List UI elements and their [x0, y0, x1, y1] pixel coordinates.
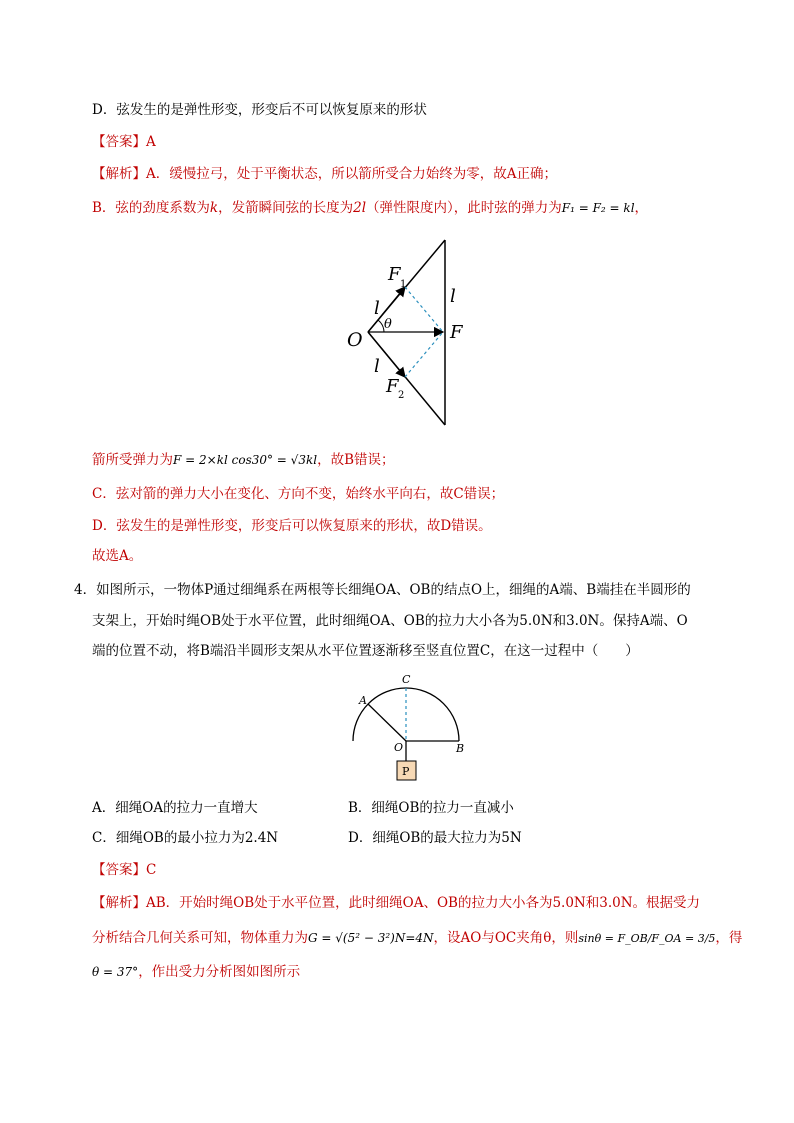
analysis-line2-end: ，得 [715, 930, 743, 946]
q3-analysis-b-line [92, 198, 648, 218]
label-f2-sub: 2 [398, 390, 405, 401]
q4-stem-line3: 端的位置不动，将B端沿半圆形支架从水平位置逐渐移至竖直位置C，在这一过程中（ ） [92, 643, 639, 659]
analysis-b-pre: B．弦的劲度系数为 [92, 200, 210, 216]
label-l-right: l [450, 286, 456, 307]
label-c: C [402, 673, 411, 686]
q3-conclusion: 故选A。 [92, 548, 143, 564]
theta-value: θ = 37° [92, 965, 139, 979]
label-f: F [450, 322, 463, 343]
analysis-b-end: ， [634, 200, 649, 216]
label-theta: θ [384, 317, 392, 332]
force-post: ，故B错误； [317, 452, 395, 468]
q3-option-d: D．弦发生的是弹性形变，形变后不可以恢复原来的形状 [92, 102, 427, 118]
q3-analysis-d: D．弦发生的是弹性形变，形变后可以恢复原来的形状，故D错误。 [92, 518, 492, 534]
rope-oa [368, 704, 406, 741]
dashed-upper [405, 287, 443, 332]
q4-option-b: B．细绳OB的拉力一直减小 [348, 800, 514, 816]
q4-stem-line1: 4．如图所示，一物体P通过细绳系在两根等长细绳OA、OB的结点O上，细绳的A端、B端挂在半圆形的 [74, 582, 691, 598]
analysis-b-2l: 2l [353, 200, 367, 216]
force-pre: 箭所受弹力为 [92, 452, 173, 468]
analysis-tag: 【解析】 [92, 895, 146, 911]
label-f1: F [388, 264, 401, 285]
answer-value: A [146, 134, 156, 150]
q3-force-line [92, 450, 395, 470]
q3-analysis-a-line [92, 164, 557, 184]
label-o: O [347, 329, 363, 351]
label-l-bottom: l [374, 356, 380, 377]
q4-option-a: A．细绳OA的拉力一直增大 [92, 800, 258, 816]
answer-value: C [146, 862, 157, 878]
gravity-formula: G = √(5² − 3²)N=4N [308, 931, 434, 945]
analysis-line2-mid: ，设AO与OC夹角θ，则 [433, 930, 579, 946]
bow-force-diagram [340, 232, 480, 432]
q4-answer-line [92, 860, 156, 880]
sin-theta-formula: sinθ = F_OB/F_OA = 3/5 [578, 932, 716, 945]
analysis-b-mid: ，发箭瞬间弦的长度为 [218, 200, 354, 216]
q4-option-c: C．细绳OB的最小拉力为2.4N [92, 830, 279, 846]
label-o: O [394, 741, 404, 754]
analysis-b-k: k [209, 200, 219, 216]
answer-tag: 【答案】 [92, 134, 146, 150]
label-b: B [456, 742, 465, 755]
label-f1-sub: 1 [400, 279, 407, 290]
q4-analysis-line2 [92, 928, 742, 949]
q3-analysis-c: C．弦对箭的弹力大小在变化、方向不变，始终水平向右，故C错误； [92, 486, 505, 502]
q3-answer-line [92, 132, 156, 152]
q4-analysis-line3 [92, 962, 300, 982]
analysis-b-post: （弹性限度内），此时弦的弹力为 [366, 200, 562, 216]
force-formula: F = 2×kl cos30° = √3kl [173, 453, 318, 467]
answer-tag: 【答案】 [92, 862, 146, 878]
q4-analysis-line1 [92, 893, 700, 913]
label-l-top: l [374, 298, 380, 319]
analysis-a: A．缓慢拉弓，处于平衡状态，所以箭所受合力始终为零，故A正确； [146, 166, 557, 182]
dashed-lower [405, 332, 443, 377]
semicircle-diagram [340, 668, 480, 788]
analysis-b-formula: F₁ = F₂ = kl [561, 201, 635, 215]
label-a: A [359, 694, 367, 707]
analysis-line3-text: ，作出受力分析图如图所示 [138, 964, 301, 980]
analysis-line2-pre: 分析结合几何关系可知，物体重力为 [92, 930, 308, 946]
label-f2: F [386, 376, 399, 397]
q4-option-d: D．细绳OB的最大拉力为5N [348, 830, 522, 846]
analysis-tag: 【解析】 [92, 166, 146, 182]
q4-stem-line2: 支架上，开始时绳OB处于水平位置，此时细绳OA、OB的拉力大小各为5.0N和3.0N。保持A端、O [92, 613, 688, 629]
analysis-text-1: AB．开始时绳OB处于水平位置，此时细绳OA、OB的拉力大小各为5.0N和3.0N。根据受力 [146, 895, 701, 911]
label-p: P [402, 765, 410, 778]
